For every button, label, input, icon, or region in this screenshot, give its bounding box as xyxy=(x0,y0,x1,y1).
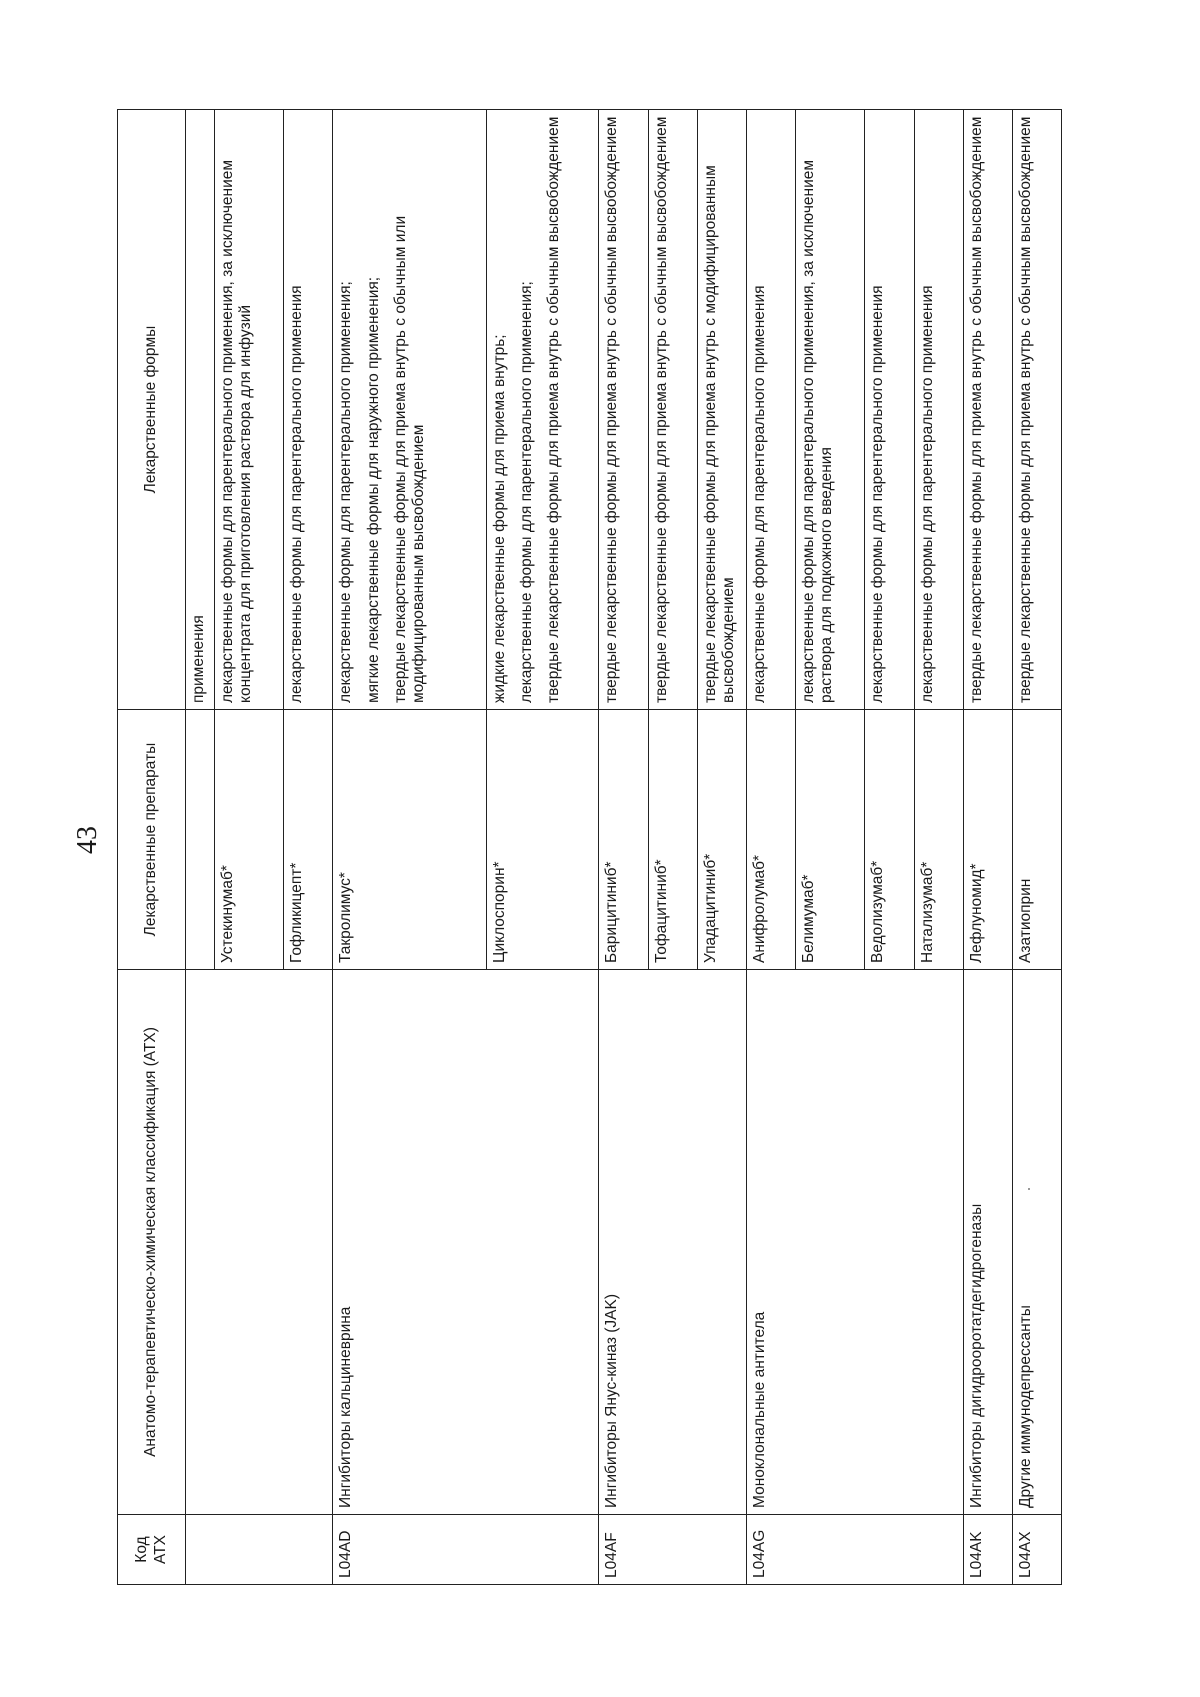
drug-cell xyxy=(186,710,215,970)
code-cell: L04AD xyxy=(333,1515,599,1585)
forms-cell xyxy=(648,110,697,710)
code-cell: L04AX xyxy=(1012,1515,1061,1585)
forms-cell xyxy=(746,110,795,710)
rotated-table-container xyxy=(117,110,1062,1585)
header-code: Код АТХ xyxy=(118,1515,186,1585)
table-row xyxy=(333,110,487,1585)
form-line: жидкие лекарственные формы для приема внутрь; xyxy=(490,334,508,703)
form-line: применения xyxy=(190,615,207,703)
drug-cell: Ведолизумаб* xyxy=(865,710,914,970)
table-row xyxy=(746,110,795,1585)
forms-cell xyxy=(599,110,648,710)
table-row xyxy=(1012,110,1061,1585)
drug-cell: Упадацитиниб* xyxy=(697,710,746,970)
form-line: лекарственные формы для парентерального применения xyxy=(869,285,887,703)
drug-cell: Устекинумаб* xyxy=(214,710,284,970)
form-line: твердые лекарственные формы для приема внутрь с модифицированным высвобождением xyxy=(701,165,737,703)
table-row xyxy=(599,110,648,1585)
forms-cell xyxy=(284,110,333,710)
drug-cell: Азатиоприн xyxy=(1012,710,1061,970)
form-line: лекарственные формы для парентерального применения xyxy=(918,285,936,703)
forms-cell xyxy=(333,110,487,710)
drug-table xyxy=(117,109,1062,1585)
form-line: мягкие лекарственные формы для наружного применения; xyxy=(364,276,382,703)
drug-cell: Лефлуномид* xyxy=(963,710,1012,970)
forms-cell xyxy=(963,110,1012,710)
forms-cell xyxy=(795,110,865,710)
forms-cell xyxy=(865,110,914,710)
drug-cell: Такролимус* xyxy=(333,710,487,970)
form-line: твердые лекарственные формы для приема внутрь с обычным или модифицированным высвобождением xyxy=(391,215,428,703)
forms-cell xyxy=(1012,110,1061,710)
drug-cell: Анифролумаб* xyxy=(746,710,795,970)
classification-cell: Другие иммунодепрессанты xyxy=(1012,970,1061,1515)
table-header-row xyxy=(118,110,186,1585)
classification-cell: Ингибиторы Янус-киназ (JAK) xyxy=(599,970,746,1515)
drug-cell: Циклоспорин* xyxy=(486,710,599,970)
form-line: лекарственные формы для парентерального применения xyxy=(288,285,306,703)
header-drugs: Лекарственные препараты xyxy=(118,710,186,970)
table-body xyxy=(186,110,1062,1585)
form-line: твердые лекарственные формы для приема внутрь с обычным высвобождением xyxy=(652,116,670,703)
drug-cell: Гофликицепт* xyxy=(284,710,333,970)
form-line: твердые лекарственные формы для приема внутрь с обычным высвобождением xyxy=(603,116,621,703)
form-line: лекарственные формы для парентерального применения, за исключением раствора для подкожного введения xyxy=(799,159,836,703)
form-line: лекарственные формы для парентерального применения; xyxy=(518,281,536,703)
form-line: твердые лекарственные формы для приема внутрь с обычным высвобождением xyxy=(545,116,563,703)
form-line: лекарственные формы для парентерального применения xyxy=(750,285,768,703)
forms-cell xyxy=(486,110,599,710)
forms-cell xyxy=(214,110,284,710)
code-cell: L04AG xyxy=(746,1515,963,1585)
classification-cell: Ингибиторы кальциневрина xyxy=(333,970,599,1515)
table-row xyxy=(963,110,1012,1585)
code-cell xyxy=(186,1515,333,1585)
classification-cell xyxy=(186,970,333,1515)
drug-cell: Барицитиниб* xyxy=(599,710,648,970)
page-number: 43 xyxy=(72,826,103,854)
table-row xyxy=(186,110,215,1585)
classification-cell: Ингибиторы дигидрооротатдегидрогеназы xyxy=(963,970,1012,1515)
form-line: твердые лекарственные формы для приема внутрь с обычным высвобождением xyxy=(1016,116,1034,703)
header-forms: Лекарственные формы xyxy=(118,110,186,710)
forms-cell xyxy=(186,110,215,710)
forms-cell xyxy=(697,110,746,710)
code-cell: L04AF xyxy=(599,1515,746,1585)
form-line: лекарственные формы для парентерального применения; xyxy=(337,281,355,703)
code-cell: L04AK xyxy=(963,1515,1012,1585)
form-line: лекарственные формы для парентерального применения, за исключением концентрата для приготовления раствора для инфузий xyxy=(218,159,254,703)
drug-cell: Натализумаб* xyxy=(914,710,963,970)
forms-cell xyxy=(914,110,963,710)
header-classification: Анатомо-терапевтическо-химическая классификация (АТХ) xyxy=(118,970,186,1515)
drug-cell: Тофацитиниб* xyxy=(648,710,697,970)
form-line: твердые лекарственные формы для приема внутрь с обычным высвобождением xyxy=(967,116,985,703)
drug-cell: Белимумаб* xyxy=(795,710,865,970)
classification-cell: Моноклональные антитела xyxy=(746,970,963,1515)
